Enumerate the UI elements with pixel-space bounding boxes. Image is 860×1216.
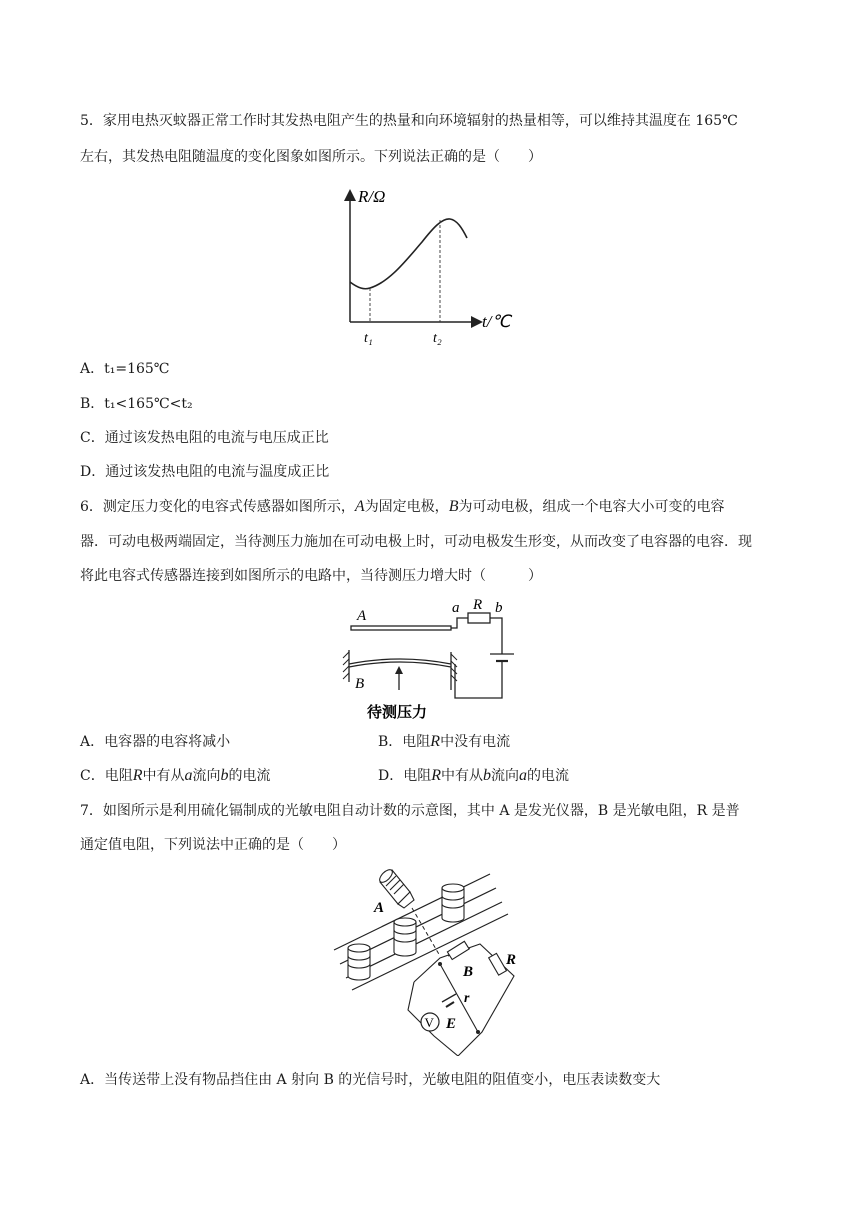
item-middle: [394, 918, 416, 956]
q6-option-a[interactable]: A．电容器的电容将减小: [80, 734, 231, 750]
emitter-label-a: A: [374, 900, 385, 916]
electrode-b-label: B: [355, 676, 365, 692]
q5-option-a[interactable]: A．t₁=165℃: [80, 361, 170, 377]
q6-option-c-r: R: [132, 767, 143, 784]
left-hatch: [343, 652, 349, 679]
resistor-label-r: R: [506, 952, 517, 968]
q5-stem-line2: 左右，其发热电阻随温度的变化图象如图所示。下列说法正确的是（ ）: [80, 149, 542, 165]
q6-option-b[interactable]: [378, 732, 510, 752]
q6-option-d[interactable]: [378, 766, 569, 786]
q5-resistance-temperature-graph: [330, 180, 530, 350]
x-axis-label: t/℃: [482, 312, 511, 331]
right-hatch: [451, 654, 457, 681]
internal-resistance-label-r: r: [464, 991, 470, 1006]
q6-option-d-r: R: [431, 767, 442, 784]
q7-stem-line2: 通定值电阻，下列说法中正确的是（ ）: [80, 837, 346, 853]
wire-right: [490, 618, 502, 654]
q6-stem-line2: 器．可动电极两端固定，当待测压力施加在可动电极上时，可动电极发生形变，从而改变了电容器的电容．现: [80, 534, 752, 550]
q6-option-c-text-2: 中有从: [142, 768, 185, 784]
q6-option-d-text-1: D．电阻: [378, 768, 432, 784]
q6-electrode-a-symbol: A: [354, 498, 365, 515]
t2-label: t₂: [433, 331, 442, 346]
q7-stem-line1: 7．如图所示是利用硫化镉制成的光敏电阻自动计数的示意图，其中 A 是发光仪器，B 是光敏电阻，R 是普: [80, 803, 740, 819]
emf-label-e: E: [446, 1016, 457, 1032]
photoresistor-b-body: [447, 941, 469, 959]
fixed-resistor-r: [489, 953, 507, 975]
q6-stem-line1: [80, 497, 724, 517]
q6-stem-text-1: 6．测定压力变化的电容式传感器如图所示，: [80, 499, 355, 515]
q6-option-c-text-3: 流向: [192, 768, 221, 784]
q6-option-d-text-3: 流向: [491, 768, 520, 784]
item-right: [442, 884, 464, 922]
q6-stem-line3: 将此电容式传感器连接到如图所示的电路中，当待测压力增大时（ ）: [80, 568, 542, 584]
wire-bottom: [455, 661, 502, 698]
battery-plate-short: [446, 1002, 454, 1007]
q6-option-d-a: a: [519, 767, 528, 784]
q7-photoresistor-counter-diagram: [330, 860, 530, 1056]
q5-stem-line1: 5．家用电热灭蚊器正常工作时其发热电阻产生的热量和向环境辐射的热量相等，可以维持其温度在 165℃: [80, 113, 738, 129]
fixed-electrode-a: [351, 626, 451, 630]
q7-option-a[interactable]: A．当传送带上没有物品挡住由 A 射向 B 的光信号时，光敏电阻的阻值变小，电压表读数变大: [80, 1072, 661, 1088]
q6-option-b-r: R: [430, 733, 441, 750]
q6-option-c[interactable]: [80, 766, 271, 786]
q6-capacitor-sensor-circuit: [335, 590, 535, 724]
q6-option-c-text-1: C．电阻: [80, 768, 133, 784]
q6-option-d-b: b: [483, 767, 492, 784]
item-left: [348, 944, 370, 980]
belt-edge-bottom: [352, 914, 508, 990]
node-a-label: a: [452, 600, 460, 616]
q6-option-d-text-4: 的电流: [527, 768, 570, 784]
t1-label: t₁: [364, 331, 373, 346]
junction-1: [438, 962, 442, 966]
resistor-r-label: R: [473, 597, 483, 613]
q6-stem-text-3: 为可动电极，组成一个电容大小可变的电容: [458, 499, 725, 515]
q5-option-c[interactable]: C．通过该发热电阻的电流与电压成正比: [80, 430, 329, 446]
q6-stem-text-2: 为固定电极，: [364, 499, 449, 515]
voltmeter-label: V: [424, 1015, 434, 1030]
wire-a: [451, 618, 468, 628]
q6-option-c-b: b: [220, 767, 229, 784]
q5-option-b[interactable]: B．t₁<165℃<t₂: [80, 396, 193, 412]
q6-option-d-text-2: 中有从: [441, 768, 484, 784]
q5-option-d[interactable]: D．通过该发热电阻的电流与温度成正比: [80, 464, 330, 480]
y-axis-label: R/Ω: [358, 187, 386, 206]
pressure-label: 待测压力: [367, 703, 428, 721]
q6-electrode-b-symbol: B: [448, 498, 459, 515]
node-b-label: b: [495, 600, 503, 616]
junction-2: [476, 1030, 480, 1034]
resistor-r: [468, 613, 490, 623]
resistance-curve: [350, 219, 467, 289]
q6-option-c-text-4: 的电流: [228, 768, 271, 784]
q6-option-b-text-1: B．电阻: [378, 734, 431, 750]
electrode-a-label: A: [357, 608, 367, 624]
photoresistor-label-b: B: [463, 964, 474, 980]
q6-option-b-text-2: 中没有电流: [440, 734, 511, 750]
q6-option-c-a: a: [184, 767, 193, 784]
battery-plate-long: [442, 994, 456, 1002]
